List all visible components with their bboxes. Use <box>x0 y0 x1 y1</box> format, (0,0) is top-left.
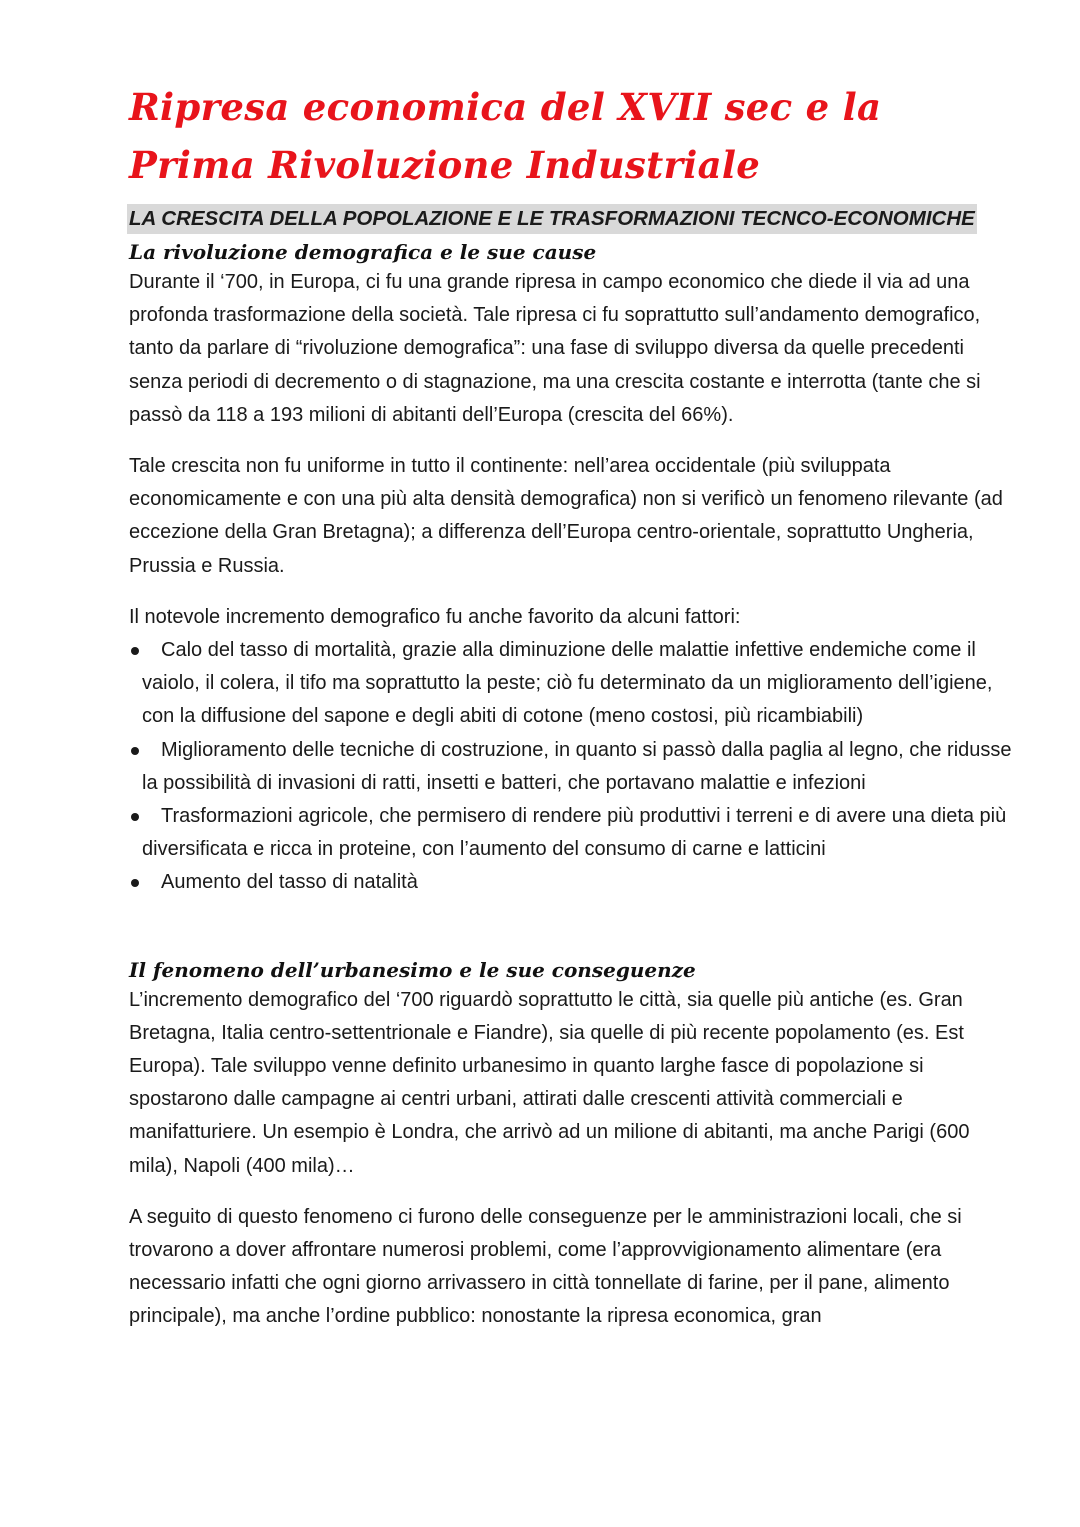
list-item-text: Trasformazioni agricole, che permisero di rendere più produttivi i terreni e di avere una dieta più diversificata e ricca in proteine, con l’aumento del consumo di carne e latticini <box>142 805 1007 861</box>
list-item <box>129 866 1014 899</box>
page-title: Ripresa economica del XVII sec e la Prima Rivoluzione Industriale <box>129 85 882 187</box>
subsection-heading-urbanesimo: Il fenomeno dell’urbanesimo e le sue conseguenze <box>129 957 696 982</box>
paragraph: L’incremento demografico del ‘700 riguardò soprattutto le città, sia quelle più antiche (es. Gran Bretagna, Italia centro-settentrionale e Fiandre), sia quelle di più recente popolamento (es. Est Europa). Tale sviluppo venne definito urbanesimo in quanto larghe fasce di popolazione si spostarono dalle campagne ai centri urbani, attirati dalle crescenti attività commerciali e manifatturiere. Un esempio è Londra, che arrivò ad un milione di abitanti, ma anche Parigi (600 mila), Napoli (400 mila)… <box>129 988 970 1177</box>
factors-list <box>129 634 1014 900</box>
paragraph: Tale crescita non fu uniforme in tutto il continente: nell’area occidentale (più sviluppata economicamente e con una più alta densità demografica) non si verificò un fenomeno rilevante (ad eccezione della Gran Bretagna); a differenza dell’Europa centro-orientale, soprattutto Ungheria, Prussia e Russia. <box>129 455 1003 577</box>
bullet-icon <box>131 647 139 655</box>
section-heading: LA CRESCITA DELLA POPOLAZIONE E LE TRASFORMAZIONI TECNCO-ECONOMICHE <box>127 204 977 234</box>
list-item-text: Calo del tasso di mortalità, grazie alla diminuzione delle malattie infettive endemiche come il vaiolo, il colera, il tifo ma soprattutto la peste; ciò fu determinato da un miglioramento dell’igiene, con la diffusione del sapone e degli abiti di cotone (meno costosi, più ricambiabili) <box>142 639 993 728</box>
bullet-icon <box>131 747 139 755</box>
list-item-text: Aumento del tasso di natalità <box>161 871 418 894</box>
document-page <box>129 78 1014 1352</box>
list-item <box>129 634 1014 734</box>
list-item-text: Miglioramento delle tecniche di costruzione, in quanto si passò dalla paglia al legno, che ridusse la possibilità di invasioni di ratti, insetti e batteri, che portavano malattie e infezioni <box>142 738 1012 794</box>
list-item <box>129 734 1014 800</box>
list-item <box>129 800 1014 866</box>
spacer <box>129 900 1014 956</box>
paragraph: Durante il ‘700, in Europa, ci fu una grande ripresa in campo economico che diede il via ad una profonda trasformazione della società. Tale ripresa ci fu soprattutto sull’andamento demografico, tanto da parlare di “rivoluzione demografica”: una fase di sviluppo diversa da quelle precedenti senza periodi di decremento o di stagnazione, ma una crescita costante e interrotta (tante che si passò da 118 a 193 milioni di abitanti dell’Europa (crescita del 66%). <box>129 271 981 426</box>
bullet-icon <box>131 879 139 887</box>
paragraph: Il notevole incremento demografico fu anche favorito da alcuni fattori: <box>129 605 741 628</box>
subsection-heading-demografia: La rivoluzione demografica e le sue cause <box>129 240 597 264</box>
bullet-icon <box>131 813 139 821</box>
paragraph: A seguito di questo fenomeno ci furono delle conseguenze per le amministrazioni locali, che si trovarono a dover affrontare numerosi problemi, come l’approvvigionamento alimentare (era necessario infatti che ogni giorno arrivassero in città tonnellate di farine, per il pane, alimento principale), ma anche l’ordine pubblico: nonostante la ripresa economica, gran <box>129 1205 962 1328</box>
